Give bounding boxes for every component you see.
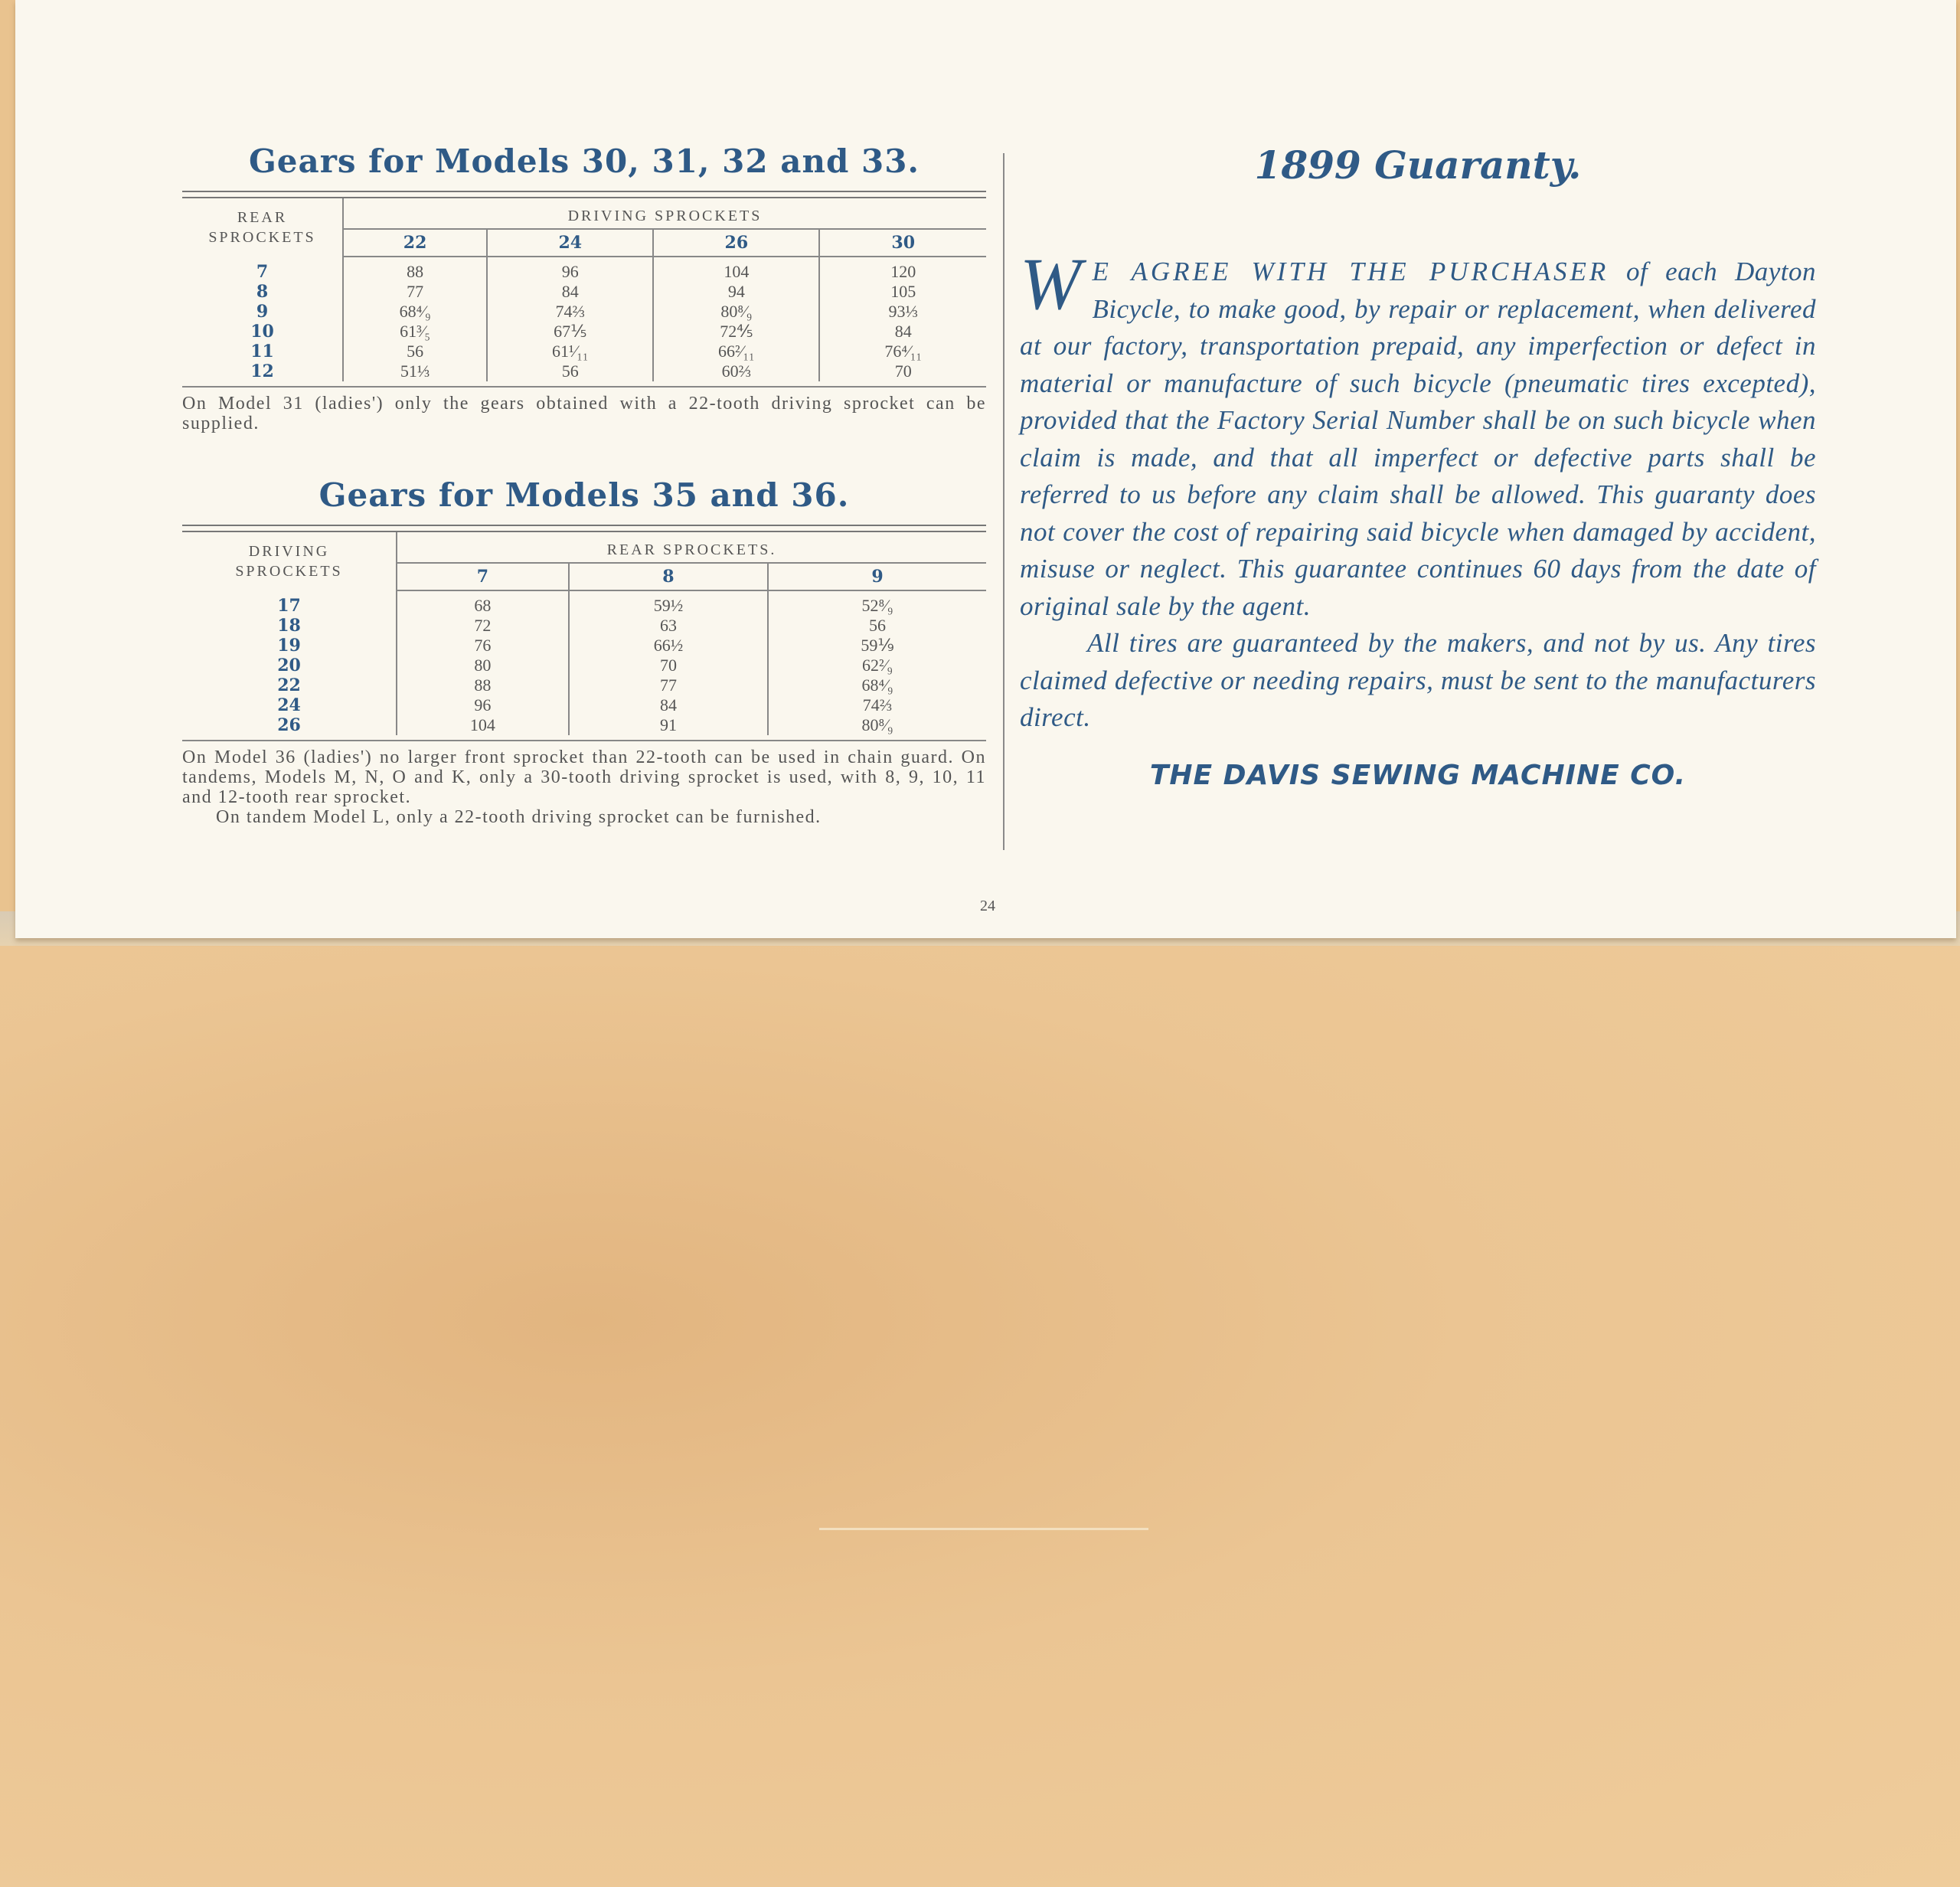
gears2-cell: 68⁴⁄₉ <box>768 675 986 695</box>
table-row <box>182 675 986 695</box>
gears2-row-label: 18 <box>277 616 301 636</box>
page-number: 24 <box>980 898 995 914</box>
gears1-row-label: 9 <box>256 302 269 322</box>
table-row <box>182 695 986 715</box>
table-row <box>182 302 986 322</box>
table-row <box>182 322 986 342</box>
gear-tables-column <box>182 142 986 827</box>
gears2-cell: 59½ <box>569 590 768 616</box>
gears2-col-header: 9 <box>768 563 986 590</box>
gears2-cell: 104 <box>397 715 569 735</box>
gears2-row-label: 17 <box>277 595 301 616</box>
gears1-col-header: 26 <box>653 229 819 257</box>
table-row <box>182 636 986 656</box>
gears2-cell: 76 <box>397 636 569 656</box>
gears2-row-header-line1: DRIVING <box>248 543 330 560</box>
gears1-cell: 96 <box>487 257 653 282</box>
gears1-cell: 94 <box>653 282 819 302</box>
gears1-cell: 66²⁄₁₁ <box>653 342 819 361</box>
gears2-row-label: 26 <box>277 715 301 735</box>
gears2-cell: 66½ <box>569 636 768 656</box>
table-row <box>182 590 986 616</box>
gears2-cell: 74⅔ <box>768 695 986 715</box>
gears2-col-header: 7 <box>397 563 569 590</box>
gears1-cell: 88 <box>343 257 487 282</box>
guaranty-caps: E AGREE WITH THE PURCHASER <box>1092 257 1609 286</box>
gears1-top-rule <box>182 191 986 198</box>
gears1-cell: 51⅓ <box>343 361 487 381</box>
gears2-col-group-header: REAR SPROCKETS. <box>397 532 986 563</box>
gears2-cell: 59⅑ <box>768 636 986 656</box>
gears1-cell: 72⅘ <box>653 322 819 342</box>
gears1-cell: 120 <box>819 257 986 282</box>
gears1-note: On Model 31 (ladies') only the gears obtained with a 22-tooth driving sprocket can be supplied. <box>182 394 986 433</box>
guaranty-dropcap: W <box>1020 243 1082 325</box>
gears2-note-2: On tandem Model L, only a 22-tooth driving sprocket can be furnished. <box>216 807 822 827</box>
gears2-cell: 72 <box>397 616 569 636</box>
gears2-top-rule <box>182 525 986 532</box>
gears1-row-label: 12 <box>250 361 274 381</box>
table-row <box>182 282 986 302</box>
guaranty-paragraph-2: All tires are guaranteed by the makers, and not by us. Any tires claimed defective or needing repairs, must be sent to the manufacturers direct. <box>1020 628 1816 732</box>
guaranty-signature: THE DAVIS SEWING MACHINE CO. <box>1149 759 1687 791</box>
gears2-cell: 84 <box>569 695 768 715</box>
gears2-cell: 91 <box>569 715 768 735</box>
gears2-row-label: 20 <box>277 656 301 675</box>
gears1-cell: 77 <box>343 282 487 302</box>
gears2-col-header: 8 <box>569 563 768 590</box>
gears1-cell: 56 <box>487 361 653 381</box>
guaranty-title: 1899 Guaranty. <box>1254 142 1582 188</box>
guaranty-column <box>1020 142 1816 791</box>
column-divider <box>1003 153 1004 850</box>
gears2-cell: 88 <box>397 675 569 695</box>
table-row <box>182 257 986 282</box>
gears1-col-header: 30 <box>819 229 986 257</box>
gears1-cell: 84 <box>487 282 653 302</box>
gears2-row-label: 19 <box>277 636 301 656</box>
table-row <box>182 656 986 675</box>
gears1-row-label: 11 <box>250 342 274 361</box>
gears1-cell: 93⅓ <box>819 302 986 322</box>
gears1-row-label: 10 <box>250 322 274 342</box>
gears1-cell: 104 <box>653 257 819 282</box>
gears2-row-label: 24 <box>277 695 301 715</box>
catalog-page <box>15 0 1956 938</box>
gears2-cell: 68 <box>397 590 569 616</box>
gears1-cell: 60⅔ <box>653 361 819 381</box>
gears1-cell: 68⁴⁄₉ <box>343 302 487 322</box>
gears1-col-header: 24 <box>487 229 653 257</box>
gears2-table <box>182 532 986 735</box>
table-row <box>182 616 986 636</box>
gears2-row-label: 22 <box>277 675 301 695</box>
gears2-row-header <box>182 532 397 590</box>
gears1-row-header <box>182 198 343 257</box>
gears1-cell: 74⅔ <box>487 302 653 322</box>
gears2-cell: 77 <box>569 675 768 695</box>
gears2-cell: 80⁸⁄₉ <box>768 715 986 735</box>
gears1-col-group-header: DRIVING SPROCKETS <box>343 198 986 229</box>
gears1-title: Gears for Models 30, 31, 32 and 33. <box>248 142 920 180</box>
gears2-cell: 96 <box>397 695 569 715</box>
gears1-cell: 105 <box>819 282 986 302</box>
gears1-row-header-line1: REAR <box>237 209 288 226</box>
gears1-row-header-line2: SPROCKETS <box>208 229 316 246</box>
guaranty-body: of each Dayton Bicycle, to make good, by repair or replacement, when delivered at our factory, transportation prepaid, any imperfection or defect in material or manufacture of such bicycle (pneumatic tires excepted), provided that the Factory Serial Number shall be on such bicycle when claim is made, and that all imperfect or defective parts shall be referred to us before any claim shall be allowed. This guaranty does not cover the cost of repairing said bicycle when damaged by accident, misuse or neglect. This guarantee continues 60 days from the date of original sale by the agent. <box>1020 257 1816 621</box>
gears2-note-1: On Model 36 (ladies') no larger front sprocket than 22-tooth can be used in chain guard. On tandems, Models M, N, O and K, only a 30-tooth driving sprocket is used, with 8, 9, 10, 11 and 12-tooth rear sprocket. <box>182 747 986 807</box>
gears1-row-label: 7 <box>256 261 269 282</box>
gears2-cell: 56 <box>768 616 986 636</box>
gears2-cell: 62²⁄₉ <box>768 656 986 675</box>
gears1-cell: 67⅕ <box>487 322 653 342</box>
table-row <box>182 361 986 381</box>
gears1-row-label: 8 <box>256 282 269 302</box>
back-cover <box>0 942 1960 1887</box>
gears2-cell: 52⁸⁄₉ <box>768 590 986 616</box>
gears1-cell: 61³⁄₅ <box>343 322 487 342</box>
gears1-cell: 84 <box>819 322 986 342</box>
gears2-cell: 80 <box>397 656 569 675</box>
guaranty-paragraph-1 <box>1020 243 1816 625</box>
gears2-title: Gears for Models 35 and 36. <box>318 476 850 514</box>
cover-slot <box>819 1528 1148 1530</box>
gears1-cell: 70 <box>819 361 986 381</box>
gears1-cell: 80⁸⁄₉ <box>653 302 819 322</box>
gears2-row-header-line2: SPROCKETS <box>235 563 343 580</box>
table-row <box>182 342 986 361</box>
gears1-table <box>182 198 986 381</box>
gears2-cell: 63 <box>569 616 768 636</box>
gears1-cell: 56 <box>343 342 487 361</box>
gears2-cell: 70 <box>569 656 768 675</box>
gears1-cell: 76⁴⁄₁₁ <box>819 342 986 361</box>
gears1-cell: 61¹⁄₁₁ <box>487 342 653 361</box>
table-row <box>182 715 986 735</box>
gears1-col-header: 22 <box>343 229 487 257</box>
